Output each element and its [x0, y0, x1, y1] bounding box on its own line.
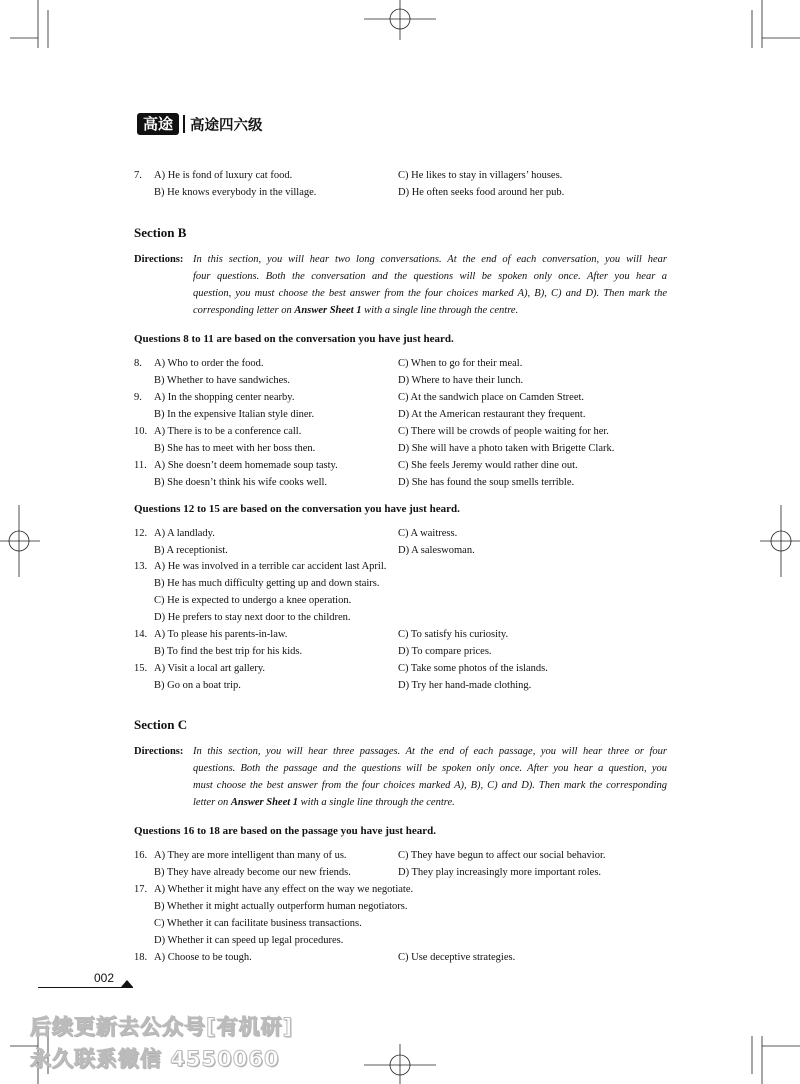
- option-b: B) He knows everybody in the village.: [154, 187, 317, 198]
- question-number: 10.: [134, 426, 148, 437]
- option-a: A) A landlady.: [154, 528, 215, 539]
- directions-line: question, you must choose the best answer from the four choices marked A), B), C) and D). Then mark the: [193, 288, 667, 299]
- section-c-directions: [193, 743, 667, 811]
- option-a: A) Who to order the food.: [154, 358, 264, 369]
- question-group-heading: Questions 16 to 18 are based on the passage you have just heard.: [134, 825, 437, 837]
- option-b: B) Go on a boat trip.: [154, 680, 241, 691]
- directions-line: questions. Both the passage and the questions will be spoken only once. After you hear a question, you: [193, 763, 667, 774]
- option-b: B) To find the best trip for his kids.: [154, 646, 303, 657]
- option-c: C) Take some photos of the islands.: [398, 663, 548, 674]
- question-number: 13.: [134, 561, 148, 572]
- question-group-heading: Questions 8 to 11 are based on the conversation you have just heard.: [134, 333, 454, 345]
- option-d: D) Where to have their lunch.: [398, 375, 524, 386]
- directions-line: In this section, you will hear three passages. At the end of each passage, you will hear three or four: [193, 746, 667, 757]
- option-a: A) He was involved in a terrible car accident last April.: [154, 561, 387, 572]
- question-group-heading: Questions 12 to 15 are based on the conversation you have just heard.: [134, 503, 460, 515]
- option-d: D) Try her hand-made clothing.: [398, 680, 532, 691]
- question-number: 15.: [134, 663, 148, 674]
- option-c: C) At the sandwich place on Camden Street.: [398, 392, 585, 403]
- option-b: B) They have already become our new friends.: [154, 867, 351, 878]
- option-c: C) There will be crowds of people waiting for her.: [398, 426, 609, 437]
- option-a: A) She doesn’t deem homemade soup tasty.: [154, 460, 338, 471]
- question-number: 12.: [134, 528, 148, 539]
- logo-divider: [183, 115, 185, 133]
- option-a: A) They are more intelligent than many of us.: [154, 850, 347, 861]
- option-d: D) He often seeks food around her pub.: [398, 187, 565, 198]
- option-a: A) There is to be a conference call.: [154, 426, 302, 437]
- option-c: C) She feels Jeremy would rather dine out.: [398, 460, 578, 471]
- footer-rule: [38, 987, 133, 988]
- option-d: D) A saleswoman.: [398, 545, 475, 556]
- option-d: D) She will have a photo taken with Brigette Clark.: [398, 443, 615, 454]
- question-number: 11.: [134, 460, 147, 471]
- option-d: D) They play increasingly more important roles.: [398, 867, 602, 878]
- option-b: B) Whether to have sandwiches.: [154, 375, 290, 386]
- page-number: 002: [94, 971, 115, 985]
- question-number: 18.: [134, 952, 148, 963]
- question-number: 9.: [134, 392, 142, 403]
- option-c: C) To satisfy his curiosity.: [398, 629, 509, 640]
- option-b: B) In the expensive Italian style diner.: [154, 409, 315, 420]
- option-c: C) He is expected to undergo a knee operation.: [154, 595, 352, 606]
- option-d: D) She has found the soup smells terrible.: [398, 477, 575, 488]
- option-a: A) In the shopping center nearby.: [154, 392, 295, 403]
- option-c: C) Use deceptive strategies.: [398, 952, 516, 963]
- section-b-title: Section B: [134, 225, 187, 240]
- question-number: 16.: [134, 850, 148, 861]
- option-c: C) They have begun to affect our social behavior.: [398, 850, 606, 861]
- option-a: A) He is fond of luxury cat food.: [154, 170, 293, 181]
- option-d: D) At the American restaurant they frequent.: [398, 409, 586, 420]
- logo-text: 高途四六级: [190, 118, 263, 134]
- question-number: 14.: [134, 629, 148, 640]
- option-b: B) He has much difficulty getting up and down stairs.: [154, 578, 380, 589]
- watermark-line-1: 后续更新去公众号[有机研]: [30, 1015, 294, 1039]
- watermark-line-2: 永久联系微信 4550060: [30, 1047, 280, 1071]
- option-d: D) Whether it can speed up legal procedures.: [154, 935, 344, 946]
- option-a: A) Visit a local art gallery.: [154, 663, 266, 674]
- directions-line: In this section, you will hear two long conversations. At the end of each conversation, you will hear: [193, 254, 667, 265]
- option-d: D) To compare prices.: [398, 646, 492, 657]
- option-a: A) Whether it might have any effect on the way we negotiate.: [154, 884, 414, 895]
- answer-sheet-ref: Answer Sheet 1: [230, 797, 299, 808]
- answer-sheet-ref: Answer Sheet 1: [294, 305, 362, 316]
- question-number: 17.: [134, 884, 148, 895]
- option-b: B) She doesn’t think his wife cooks well.: [154, 477, 328, 488]
- page-marker-icon: [121, 980, 133, 987]
- section-b-directions-label: Directions:: [134, 254, 184, 265]
- option-b: B) A receptionist.: [154, 545, 228, 556]
- option-a: A) Choose to be tough.: [154, 952, 252, 963]
- logo-mark: 高途: [137, 113, 179, 135]
- question-number: 7.: [134, 170, 142, 181]
- option-c: C) A waitress.: [398, 528, 458, 539]
- option-c: C) He likes to stay in villagers’ houses.: [398, 170, 563, 181]
- section-b-directions: [193, 251, 667, 319]
- section-c-title: Section C: [134, 717, 188, 732]
- directions-line: letter on Answer Sheet 1 with a single line through the centre.: [193, 797, 455, 808]
- option-b: B) Whether it might actually outperform human negotiators.: [154, 901, 408, 912]
- option-b: B) She has to meet with her boss then.: [154, 443, 316, 454]
- option-d: D) He prefers to stay next door to the children.: [154, 612, 351, 623]
- option-a: A) To please his parents-in-law.: [154, 629, 288, 640]
- option-c: C) Whether it can facilitate business transactions.: [154, 918, 362, 929]
- question-number: 8.: [134, 358, 142, 369]
- directions-line: four questions. Both the conversation and the questions will be spoken only once. After you hear a: [193, 271, 667, 282]
- directions-line: must choose the best answer from the four choices marked A), B), C) and D). Then mark the corresponding: [193, 780, 667, 791]
- directions-line: corresponding letter on Answer Sheet 1 with a single line through the centre.: [193, 305, 519, 316]
- option-c: C) When to go for their meal.: [398, 358, 523, 369]
- section-c-directions-label: Directions:: [134, 746, 184, 757]
